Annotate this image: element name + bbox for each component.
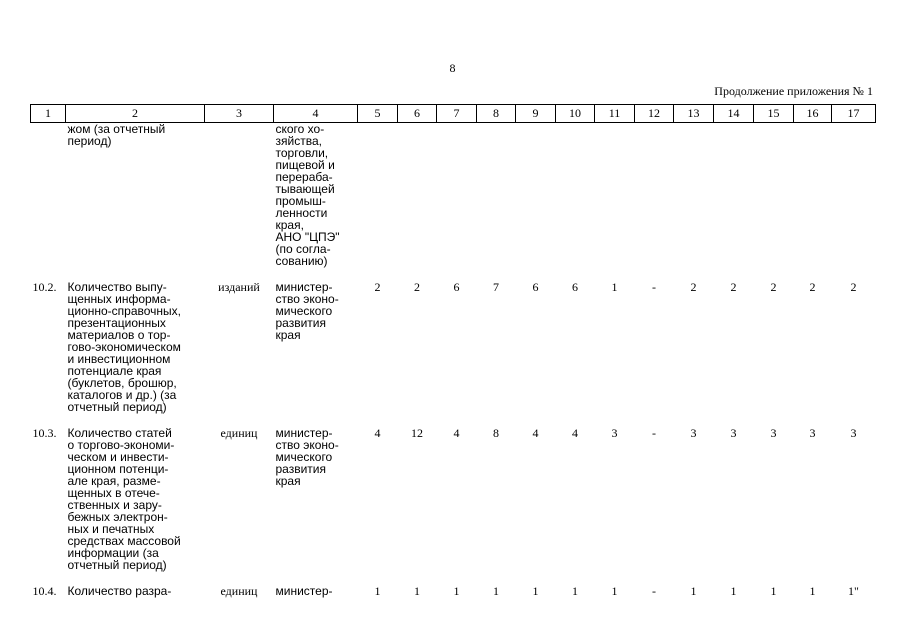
row-value: 6 <box>572 280 578 294</box>
row-value <box>556 123 595 268</box>
row-executor: министер- ство эконо- мического развития края <box>275 280 339 342</box>
row-value <box>754 123 794 268</box>
row-value: 8 <box>493 426 499 440</box>
row-value <box>516 123 556 268</box>
header-cell: 13 <box>674 105 714 123</box>
header-cell: 15 <box>754 105 794 123</box>
header-cell: 6 <box>398 105 437 123</box>
table-row <box>31 571 876 597</box>
row-value <box>635 123 674 268</box>
row-value: 1 <box>453 584 460 598</box>
header-cell: 14 <box>714 105 754 123</box>
row-value: 1 <box>730 584 737 598</box>
header-cell: 1 <box>31 105 66 123</box>
header-row <box>31 105 876 123</box>
row-value: 4 <box>532 426 539 440</box>
row-value: 1 <box>770 584 777 598</box>
row-value <box>595 123 635 268</box>
row-description: Количество выпу- щенных информа- ционно-справочных, презентационных материалов о тор- гово-экономическом и инвестиционном потенциале края (буклетов, брошюр, каталогов и др.) (за отчетный период) <box>67 280 182 414</box>
row-value: 1 <box>690 584 697 598</box>
row-value: 2 <box>770 280 777 294</box>
row-number: 10.4. <box>32 584 57 598</box>
header-cell: 10 <box>556 105 595 123</box>
row-value <box>674 123 714 268</box>
row-value: 2 <box>374 280 381 294</box>
row-value: 2 <box>730 280 737 294</box>
row-value <box>398 123 437 268</box>
header-cell: 2 <box>66 105 205 123</box>
row-value: 2 <box>809 280 816 294</box>
table-row <box>31 123 876 268</box>
row-value: 7 <box>493 280 499 294</box>
row-value: 3 <box>809 426 816 440</box>
row-value: 1 <box>809 584 816 598</box>
header-cell: 12 <box>635 105 674 123</box>
row-value: 4 <box>453 426 460 440</box>
row-number <box>31 123 66 268</box>
row-value: 2 <box>690 280 697 294</box>
row-executor: министер- <box>275 584 333 598</box>
row-value: 2 <box>414 280 420 294</box>
row-value <box>794 123 832 268</box>
row-value <box>714 123 754 268</box>
row-value: 1 <box>414 584 420 598</box>
row-value: 1 <box>374 584 381 598</box>
header-cell: 5 <box>358 105 398 123</box>
header-cell: 9 <box>516 105 556 123</box>
row-value: 6 <box>532 280 539 294</box>
row-unit: единиц <box>220 426 258 440</box>
row-description: Количество разра- <box>67 584 172 598</box>
row-number: 10.3. <box>32 426 57 440</box>
row-value: 3 <box>730 426 737 440</box>
table-row <box>31 413 876 571</box>
page-number: 8 <box>449 61 456 75</box>
row-value: 1 <box>532 584 539 598</box>
row-value: 1 <box>611 280 618 294</box>
appendix-table <box>30 104 876 597</box>
row-value: 1 <box>572 584 578 598</box>
row-value: 12 <box>411 426 423 440</box>
header-cell: 17 <box>832 105 876 123</box>
row-value: 3 <box>770 426 777 440</box>
row-description: жом (за отчетный период) <box>67 122 166 148</box>
header-cell: 4 <box>274 105 358 123</box>
header-cell: 11 <box>595 105 635 123</box>
row-value: 3 <box>850 426 857 440</box>
row-number: 10.2. <box>32 280 57 294</box>
row-value <box>358 123 398 268</box>
row-unit: единиц <box>220 584 258 598</box>
header-cell: 16 <box>794 105 832 123</box>
continuation-label: Продолжение приложения № 1 <box>714 84 873 98</box>
row-description: Количество статей о торгово-экономи- ческом и инвести- ционном потенци- але края, разме- щенных в отече- ственных и зару- бежных электрон- ных и печатных средствах массовой информации (за отчетный период) <box>67 426 181 572</box>
row-value: 1" <box>848 584 859 598</box>
row-value: 6 <box>453 280 460 294</box>
row-value: 2 <box>850 280 857 294</box>
row-value: - <box>652 280 656 294</box>
row-unit <box>205 123 274 268</box>
row-value: 3 <box>690 426 697 440</box>
row-value: 4 <box>374 426 381 440</box>
row-value: 3 <box>611 426 618 440</box>
row-value: 1 <box>611 584 618 598</box>
row-value: - <box>652 584 656 598</box>
row-unit: изданий <box>218 280 260 294</box>
row-value <box>477 123 516 268</box>
row-executor: ского хо- зяйства, торговли, пищевой и перераба- тывающей промыш- ленности края, АНО "ЦПЭ" (по согла- сованию) <box>275 122 340 268</box>
header-cell: 8 <box>477 105 516 123</box>
row-value <box>832 123 876 268</box>
row-value: - <box>652 426 656 440</box>
row-value: 4 <box>572 426 578 440</box>
table-row <box>31 267 876 413</box>
row-value: 1 <box>493 584 499 598</box>
row-executor: министер- ство эконо- мического развития края <box>275 426 339 488</box>
row-value <box>437 123 477 268</box>
header-cell: 3 <box>205 105 274 123</box>
header-cell: 7 <box>437 105 477 123</box>
